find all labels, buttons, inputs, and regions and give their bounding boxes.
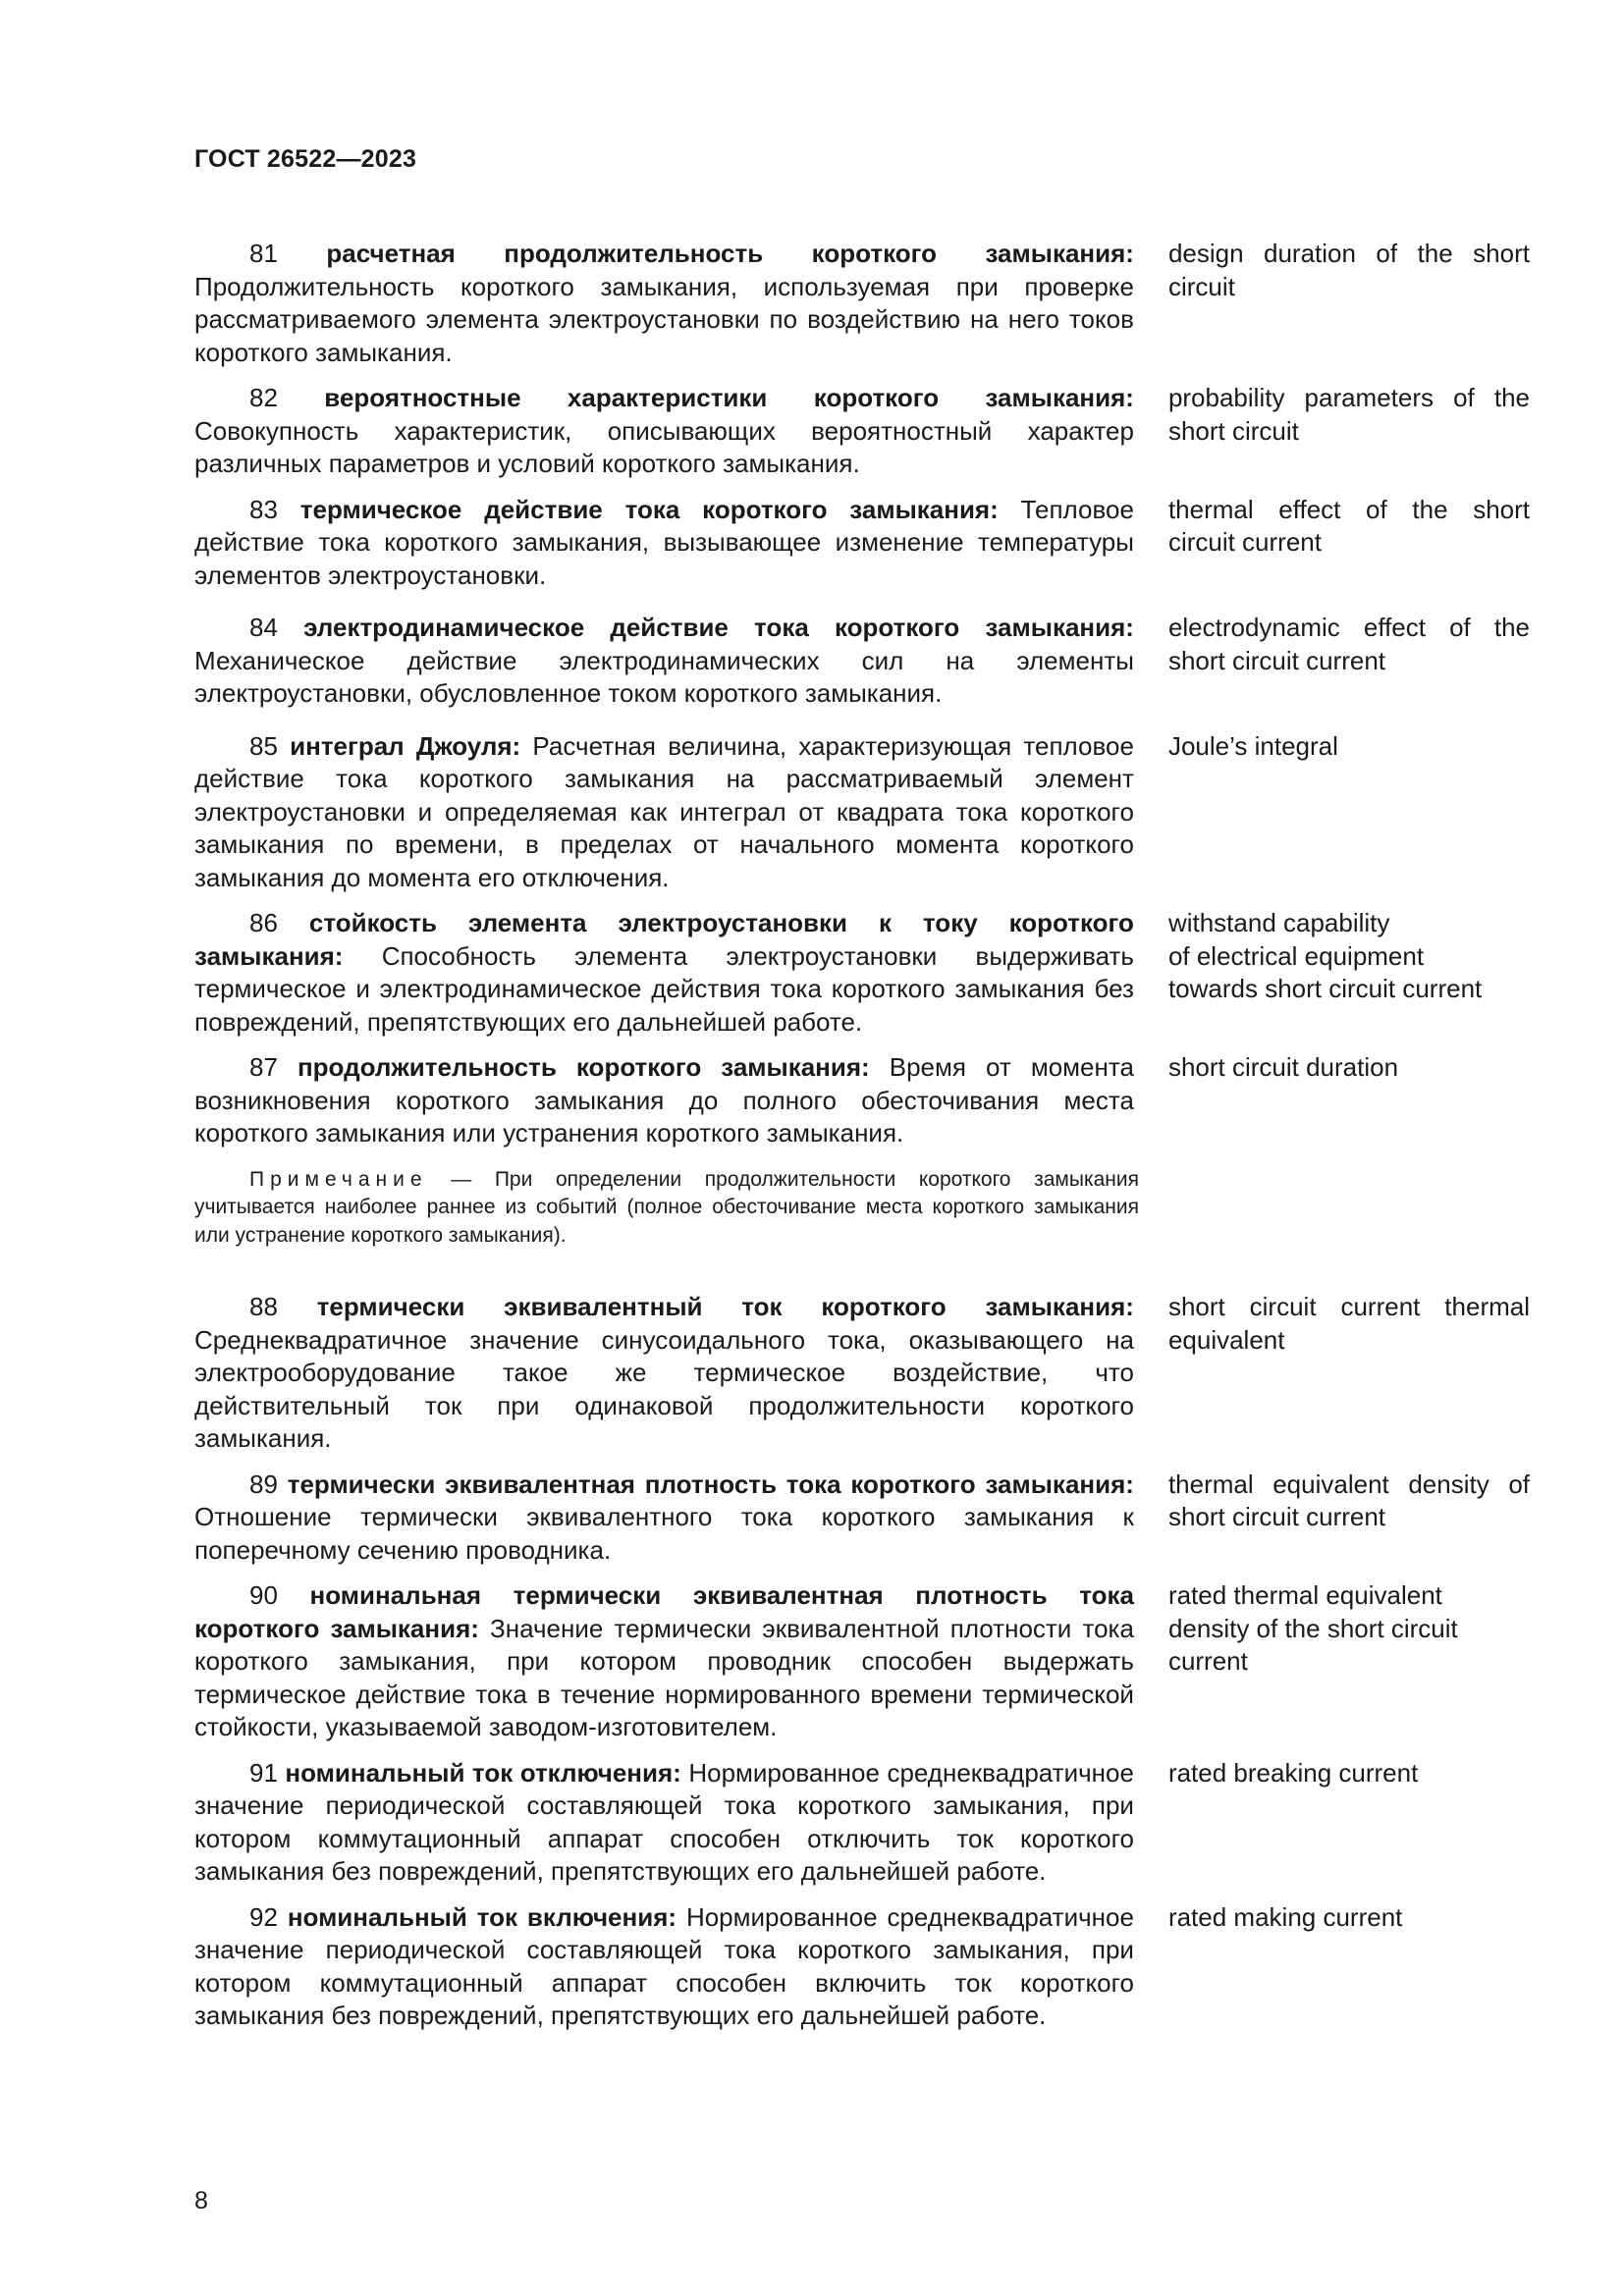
term-number: 89 [249,1468,278,1499]
term-entry-89 [194,1468,1530,1568]
term-definition-text: Отношение термически эквивалентного тока короткого замыкания к поперечному сечению проводника. [194,1502,1134,1565]
term-name: продолжительность короткого замыкания: [297,1052,870,1082]
term-note [194,1166,1139,1251]
term-english: short circuit duration [1167,1052,1399,1082]
term-name: термическое действие тока короткого замыкания: [299,494,999,524]
term-definition-text: Способность элемента электроустановки выдерживать термическое и электродинамическое действия тока короткого замыкания без повреждений, препятствующих его дальнейшей работе. [194,940,1134,1037]
term-number: 90 [249,1580,278,1610]
term-definition-text: Нормированное среднеквадратичное значение периодической составляющей тока короткого замыкания, при котором коммутационный аппарат способен включить ток короткого замыкания без повреждений, препятствующих его дальнейшей работе. [194,1901,1134,2030]
term-number: 87 [249,1052,278,1082]
term-entry-87 [194,1051,1530,1150]
term-definition-ru [194,1901,1134,2033]
note-text: — При определении продолжительности короткого замыкания учитывается наиболее раннее из событий (полное обесточивание места короткого замыкания или устранение короткого замыкания). [194,1167,1139,1247]
term-definition-ru [194,612,1134,711]
term-entry-88 [194,1291,1530,1456]
term-entry-86 [194,907,1530,1039]
term-entry-84 [194,612,1530,711]
term-definition-ru [194,1757,1134,1889]
page-number: 8 [194,2187,208,2215]
term-number: 91 [249,1757,278,1788]
term-entry-83 [194,494,1530,593]
term-english: rated thermal equivalent density of the short circuit current [1167,1580,1458,1676]
term-entry-85 [194,730,1530,895]
term-english: probability parameters of the short circuit [1167,383,1530,446]
term-definition-ru [194,1468,1134,1568]
term-english: thermal equivalent density of short circuit current [1167,1468,1530,1531]
term-name: расчетная продолжительность короткого замыкания: [326,239,1134,268]
term-definition-text: Значение термически эквивалентной плотности тока короткого замыкания, при котором проводник способен выдержать термическое действие тока в течение нормированного времени термической стойкости, указываемой заводом-изготовителем. [194,1613,1134,1741]
term-number: 92 [249,1901,278,1932]
term-definition-ru [194,907,1134,1039]
term-english: short circuit current thermal equivalent [1167,1292,1530,1355]
term-name: электродинамическое действие тока короткого замыкания: [303,613,1134,642]
term-entry-90 [194,1579,1530,1744]
term-name: стойкость элемента электроустановки к току короткого замыкания: [194,908,1134,971]
term-english: Joule’s integral [1167,730,1338,761]
term-definition-ru [194,1291,1134,1456]
term-definition-text: Тепловое действие тока короткого замыкания, вызывающее изменение температуры элементов электроустановки. [194,494,1134,590]
term-entry-92 [194,1901,1530,2033]
term-english: electrodynamic effect of the short circuit current [1167,613,1530,675]
term-definition-text: Нормированное среднеквадратичное значение периодической составляющей тока короткого замыкания, при котором коммутационный аппарат способен отключить ток короткого замыкания без повреждений, препятствующих его дальнейшей работе. [194,1757,1134,1886]
term-name: номинальный ток отключения: [285,1757,681,1788]
term-number: 84 [249,613,278,642]
term-number: 88 [249,1292,278,1321]
term-definition-text: Время от момента возникновения короткого замыкания до полного обесточивания места короткого замыкания или устранения короткого замыкания. [194,1052,1134,1148]
term-definition-text: Совокупность характеристик, описывающих вероятностный характер различных параметров и условий короткого замыкания. [194,415,1134,478]
note-label: Примечание [249,1167,428,1191]
term-definition-text: Расчетная величина, характеризующая тепловое действие тока короткого замыкания на рассматриваемый элемент электроустановки и определяемая как интеграл от квадрата тока короткого замыкания по времени, в пределах от начального момента короткого замыкания до момента его отключения. [194,730,1134,892]
term-english: rated breaking current [1167,1757,1419,1788]
term-english: thermal effect of the short circuit current [1167,494,1530,557]
term-english: design duration of the short circuit [1167,239,1530,301]
term-definition-ru [194,494,1134,593]
term-entry-91 [194,1757,1530,1889]
term-name: термически эквивалентная плотность тока короткого замыкания: [287,1468,1134,1499]
term-entry-81 [194,238,1530,369]
terms-list [194,238,1530,2033]
term-number: 86 [249,908,278,937]
term-name: номинальный ток включения: [287,1901,677,1932]
term-definition-ru [194,238,1134,369]
term-number: 83 [249,494,278,524]
term-name: вероятностные характеристики короткого замыкания: [324,383,1134,412]
term-name: термически эквивалентный ток короткого замыкания: [316,1292,1134,1321]
term-number: 82 [249,383,278,412]
term-definition-text: Механическое действие электродинамических сил на элементы электроустановки, обусловленное током короткого замыкания. [194,645,1134,708]
term-number: 81 [249,239,278,268]
term-definition-text: Продолжительность короткого замыкания, используемая при проверке рассматриваемого элемента электроустановки по воздействию на него токов короткого замыкания. [194,271,1134,367]
term-definition-text: Среднеквадратичное значение синусоидального тока, оказывающего на электрооборудование такое же термическое воздействие, что действительный ток при одинаковой продолжительности короткого замыкания. [194,1324,1134,1453]
term-number: 85 [249,730,278,761]
term-english: withstand capability of electrical equipment towards short circuit current [1167,908,1483,1003]
term-definition-ru [194,1579,1134,1744]
term-entry-82 [194,382,1530,481]
term-name: интеграл Джоуля: [290,730,521,761]
term-definition-ru [194,1051,1134,1150]
document-header: ГОСТ 26522—2023 [194,145,417,173]
term-definition-ru [194,382,1134,481]
term-definition-ru [194,730,1134,895]
term-english: rated making current [1167,1901,1403,1932]
term-name: номинальная термически эквивалентная плотность тока короткого замыкания: [194,1580,1134,1643]
